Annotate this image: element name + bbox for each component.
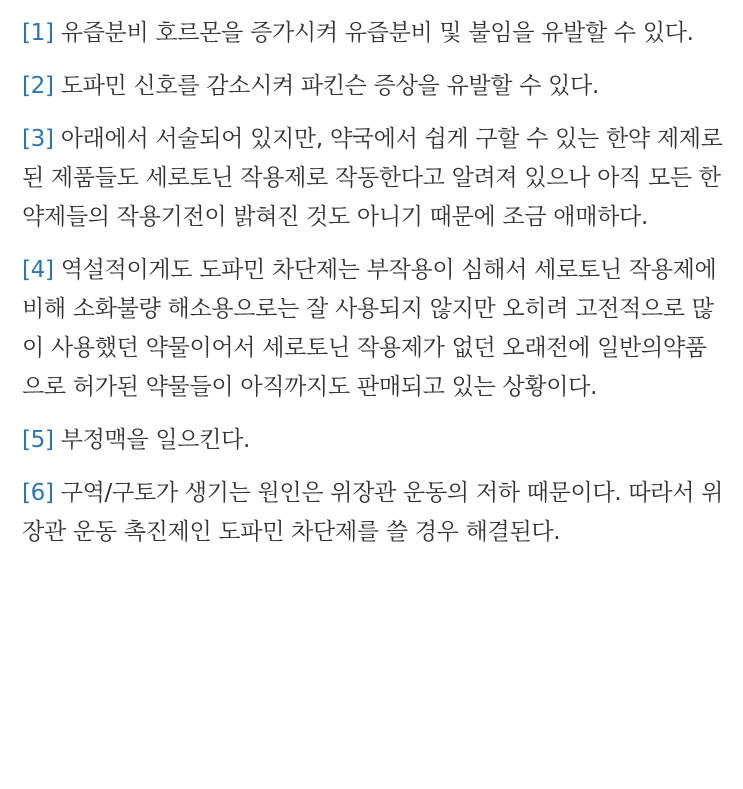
footnote-ref-6[interactable]: [6] bbox=[22, 480, 54, 506]
footnote-ref-4[interactable]: [4] bbox=[22, 257, 54, 283]
footnote-2 bbox=[22, 67, 725, 106]
footnote-text-2: 도파민 신호를 감소시켜 파킨슨 증상을 유발할 수 있다. bbox=[60, 73, 599, 99]
footnote-3 bbox=[22, 120, 725, 237]
footnote-1 bbox=[22, 14, 725, 53]
footnote-ref-3[interactable]: [3] bbox=[22, 126, 54, 152]
footnote-4 bbox=[22, 251, 725, 407]
footnote-6 bbox=[22, 474, 725, 552]
footnote-text-5: 부정맥을 일으킨다. bbox=[60, 427, 251, 453]
footnote-text-6: 구역/구토가 생기는 원인은 위장관 운동의 저하 때문이다. 따라서 위장관 운동 촉진제인 도파민 차단제를 쓸 경우 해결된다. bbox=[22, 480, 724, 545]
footnote-ref-2[interactable]: [2] bbox=[22, 73, 54, 99]
footnote-text-1: 유즙분비 호르몬을 증가시켜 유즙분비 및 불임을 유발할 수 있다. bbox=[60, 20, 694, 46]
footnote-ref-1[interactable]: [1] bbox=[22, 20, 54, 46]
footnote-5 bbox=[22, 421, 725, 460]
footnote-text-4: 역설적이게도 도파민 차단제는 부작용이 심해서 세로토닌 작용제에 비해 소화불량 해소용으로는 잘 사용되지 않지만 오히려 고전적으로 많이 사용했던 약물이어서 세로토닌 작용제가 없던 오래전에 일반의약품으로 허가된 약물들이 아직까지도 판매되고 있는 상황이다. bbox=[22, 257, 717, 400]
footnote-text-3: 아래에서 서술되어 있지만, 약국에서 쉽게 구할 수 있는 한약 제제로 된 제품들도 세로토닌 작용제로 작동한다고 알려져 있으나 아직 모든 한약제들의 작용기전이 밝혀진 것도 아니기 때문에 조금 애매하다. bbox=[22, 126, 723, 230]
footnote-ref-5[interactable]: [5] bbox=[22, 427, 54, 453]
